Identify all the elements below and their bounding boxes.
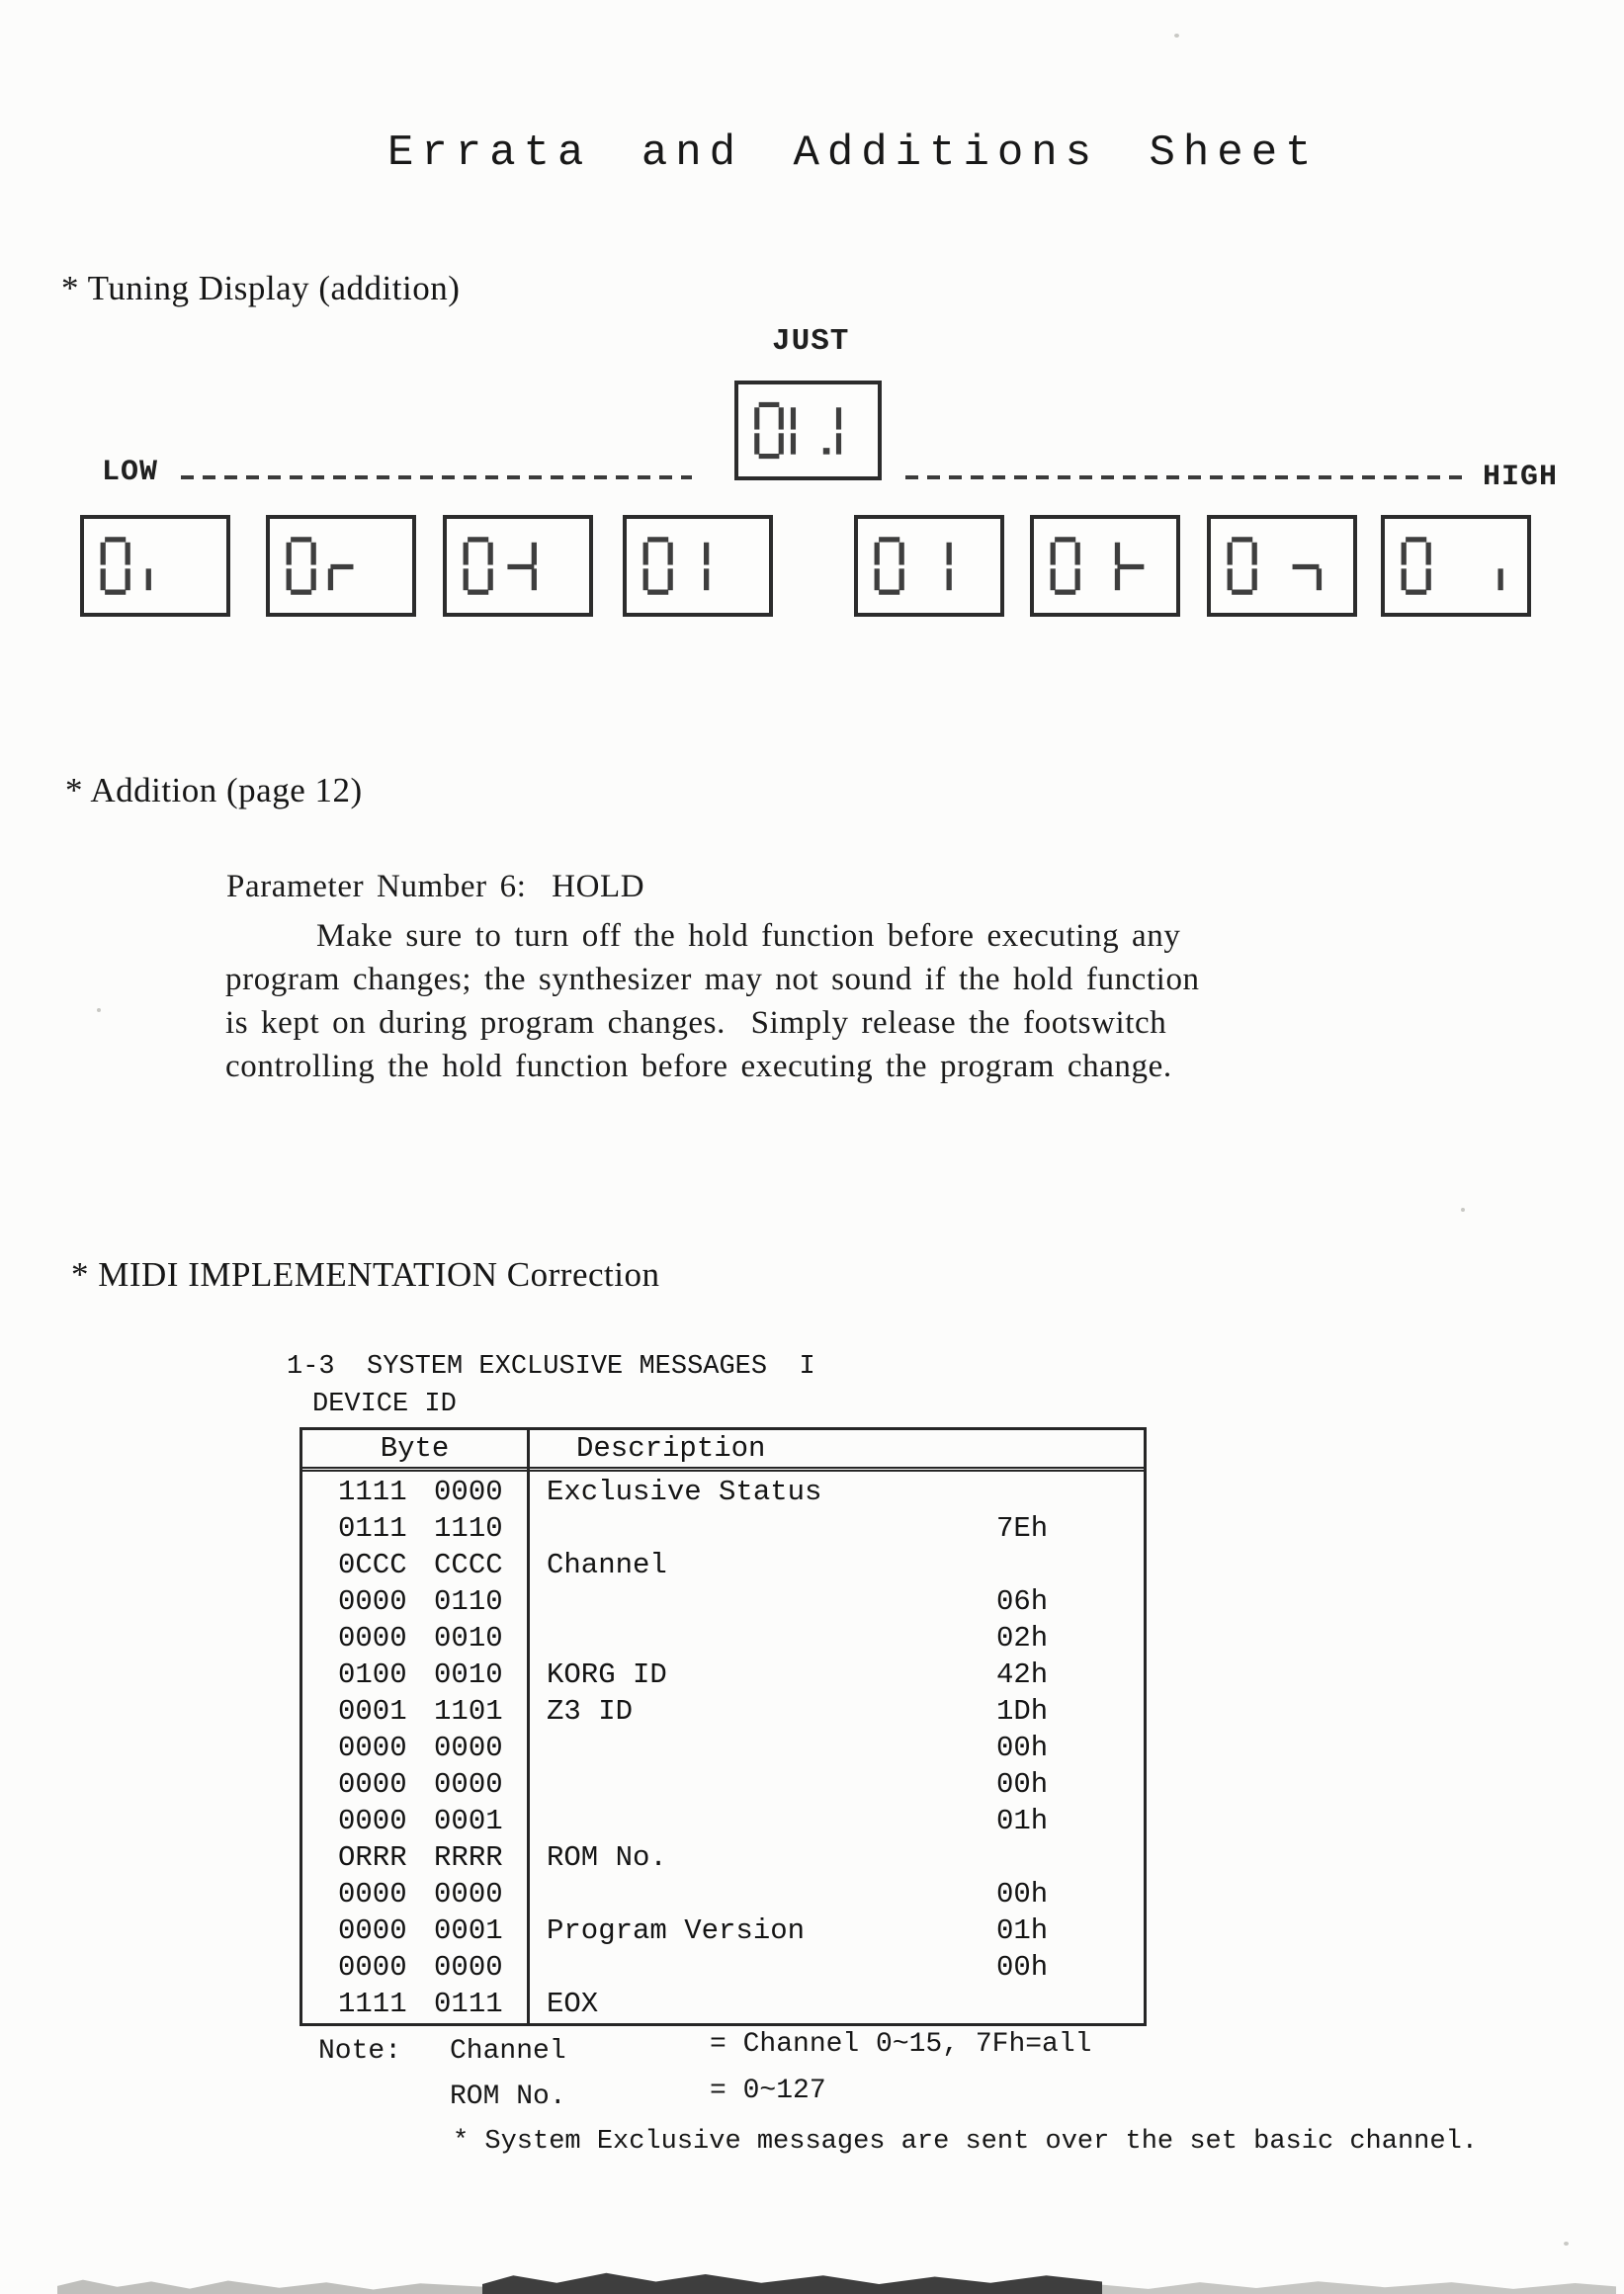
description-cell: KORG ID — [547, 1658, 667, 1691]
high-label: HIGH — [1483, 461, 1559, 494]
parameter-title: Parameter Number 6: HOLD — [226, 869, 645, 904]
lcd-display-high-4 — [1381, 515, 1531, 617]
seven-segment-digits — [627, 519, 769, 613]
hex-value-cell: 02h — [996, 1622, 1049, 1655]
hex-value-cell: 1Dh — [996, 1695, 1049, 1728]
seven-segment-digits — [84, 519, 226, 613]
table-row — [302, 1730, 1144, 1766]
hex-value-cell: 7Eh — [996, 1512, 1049, 1545]
table-body — [302, 1474, 1144, 2022]
lcd-display-just — [734, 381, 882, 480]
note-term-rom: ROM No. — [450, 2082, 566, 2112]
midi-section-heading: * MIDI IMPLEMENTATION Correction — [71, 1255, 660, 1294]
table-row — [302, 1839, 1144, 1876]
byte-cell: ORRR RRRR — [338, 1841, 503, 1874]
hex-value-cell: 06h — [996, 1585, 1049, 1618]
byte-cell: 1111 0111 — [338, 1988, 503, 2020]
scan-shadow-right — [1102, 2277, 1616, 2294]
table-row — [302, 1912, 1144, 1949]
hex-value-cell: 00h — [996, 1878, 1049, 1911]
byte-cell: 0100 0010 — [338, 1658, 503, 1691]
byte-cell: 0111 1110 — [338, 1512, 503, 1545]
hex-value-cell: 00h — [996, 1768, 1049, 1801]
paper-speck — [97, 1008, 101, 1012]
seven-segment-digits — [738, 384, 878, 476]
table-row — [302, 1949, 1144, 1986]
table-row — [302, 1876, 1144, 1912]
seven-segment-digits — [270, 519, 412, 613]
table-row — [302, 1803, 1144, 1839]
column-header-byte: Byte — [380, 1432, 450, 1465]
byte-cell: 1111 0000 — [338, 1476, 503, 1508]
device-id-label: DEVICE ID — [312, 1390, 457, 1419]
seven-segment-digits — [447, 519, 589, 613]
description-cell: Program Version — [547, 1914, 806, 1947]
byte-cell: 0000 0001 — [338, 1805, 503, 1837]
byte-cell: 0000 0000 — [338, 1732, 503, 1764]
hex-value-cell: 42h — [996, 1658, 1049, 1691]
description-cell: EOX — [547, 1988, 599, 2020]
low-dashed-line — [181, 475, 692, 479]
table-row — [302, 1583, 1144, 1620]
table-row — [302, 1986, 1144, 2022]
sysex-footnote: * System Exclusive messages are sent over the set basic channel. — [453, 2127, 1478, 2157]
table-row — [302, 1620, 1144, 1657]
byte-cell: 0000 0110 — [338, 1585, 503, 1618]
table-row — [302, 1510, 1144, 1547]
note-label: Note: — [318, 2036, 402, 2067]
table-row — [302, 1657, 1144, 1693]
byte-cell: 0000 0000 — [338, 1951, 503, 1984]
seven-segment-digits — [1034, 519, 1176, 613]
sysex-section-title: 1-3 SYSTEM EXCLUSIVE MESSAGES I — [287, 1352, 815, 1382]
lcd-display-high-1 — [854, 515, 1004, 617]
seven-segment-digits — [1211, 519, 1353, 613]
note-term-channel: Channel — [450, 2036, 566, 2067]
column-header-description: Description — [576, 1432, 766, 1465]
hex-value-cell: 00h — [996, 1951, 1049, 1984]
hold-paragraph-line: is kept on during program changes. Simply release the footswitch — [225, 1005, 1167, 1041]
hex-value-cell: 01h — [996, 1914, 1049, 1947]
byte-cell: 0001 1101 — [338, 1695, 503, 1728]
page-title: Errata and Additions Sheet — [387, 128, 1320, 178]
seven-segment-digits — [1385, 519, 1527, 613]
description-cell: Z3 ID — [547, 1695, 634, 1728]
table-row — [302, 1474, 1144, 1510]
table-row — [302, 1547, 1144, 1583]
lcd-display-low-2 — [443, 515, 593, 617]
byte-cell: 0CCC CCCC — [338, 1549, 503, 1581]
table-row — [302, 1766, 1144, 1803]
note-value-channel: = Channel 0~15, 7Fh=all — [710, 2029, 1092, 2060]
scan-shadow-center — [482, 2269, 1102, 2294]
byte-cell: 0000 0000 — [338, 1768, 503, 1801]
description-cell: ROM No. — [547, 1841, 667, 1874]
scan-shadow-left — [57, 2276, 484, 2294]
tuning-section-heading: * Tuning Display (addition) — [61, 269, 461, 307]
lcd-display-low-3 — [266, 515, 416, 617]
hex-value-cell: 00h — [996, 1732, 1049, 1764]
note-value-rom: = 0~127 — [710, 2076, 826, 2106]
addition-section-heading: * Addition (page 12) — [65, 771, 363, 809]
lcd-display-high-2 — [1030, 515, 1180, 617]
byte-cell: 0000 0000 — [338, 1878, 503, 1911]
description-cell: Channel — [547, 1549, 667, 1581]
lcd-display-high-3 — [1207, 515, 1357, 617]
paper-speck — [1461, 1208, 1465, 1212]
lcd-display-low-4 — [80, 515, 230, 617]
table-row — [302, 1693, 1144, 1730]
table-header-row — [302, 1430, 1144, 1472]
high-dashed-line — [905, 475, 1470, 479]
paper-speck — [1564, 2242, 1569, 2246]
just-label: JUST — [772, 324, 850, 359]
paper-speck — [1174, 34, 1179, 38]
lcd-display-low-1 — [623, 515, 773, 617]
hold-paragraph-line: Make sure to turn off the hold function before executing any — [316, 918, 1181, 954]
seven-segment-digits — [858, 519, 1000, 613]
description-cell: Exclusive Status — [547, 1476, 822, 1508]
hex-value-cell: 01h — [996, 1805, 1049, 1837]
sysex-table — [299, 1427, 1147, 2026]
low-label: LOW — [102, 456, 159, 489]
hold-paragraph-line: controlling the hold function before executing the program change. — [225, 1049, 1172, 1084]
hold-paragraph-line: program changes; the synthesizer may not sound if the hold function — [225, 962, 1200, 997]
byte-cell: 0000 0010 — [338, 1622, 503, 1655]
byte-cell: 0000 0001 — [338, 1914, 503, 1947]
